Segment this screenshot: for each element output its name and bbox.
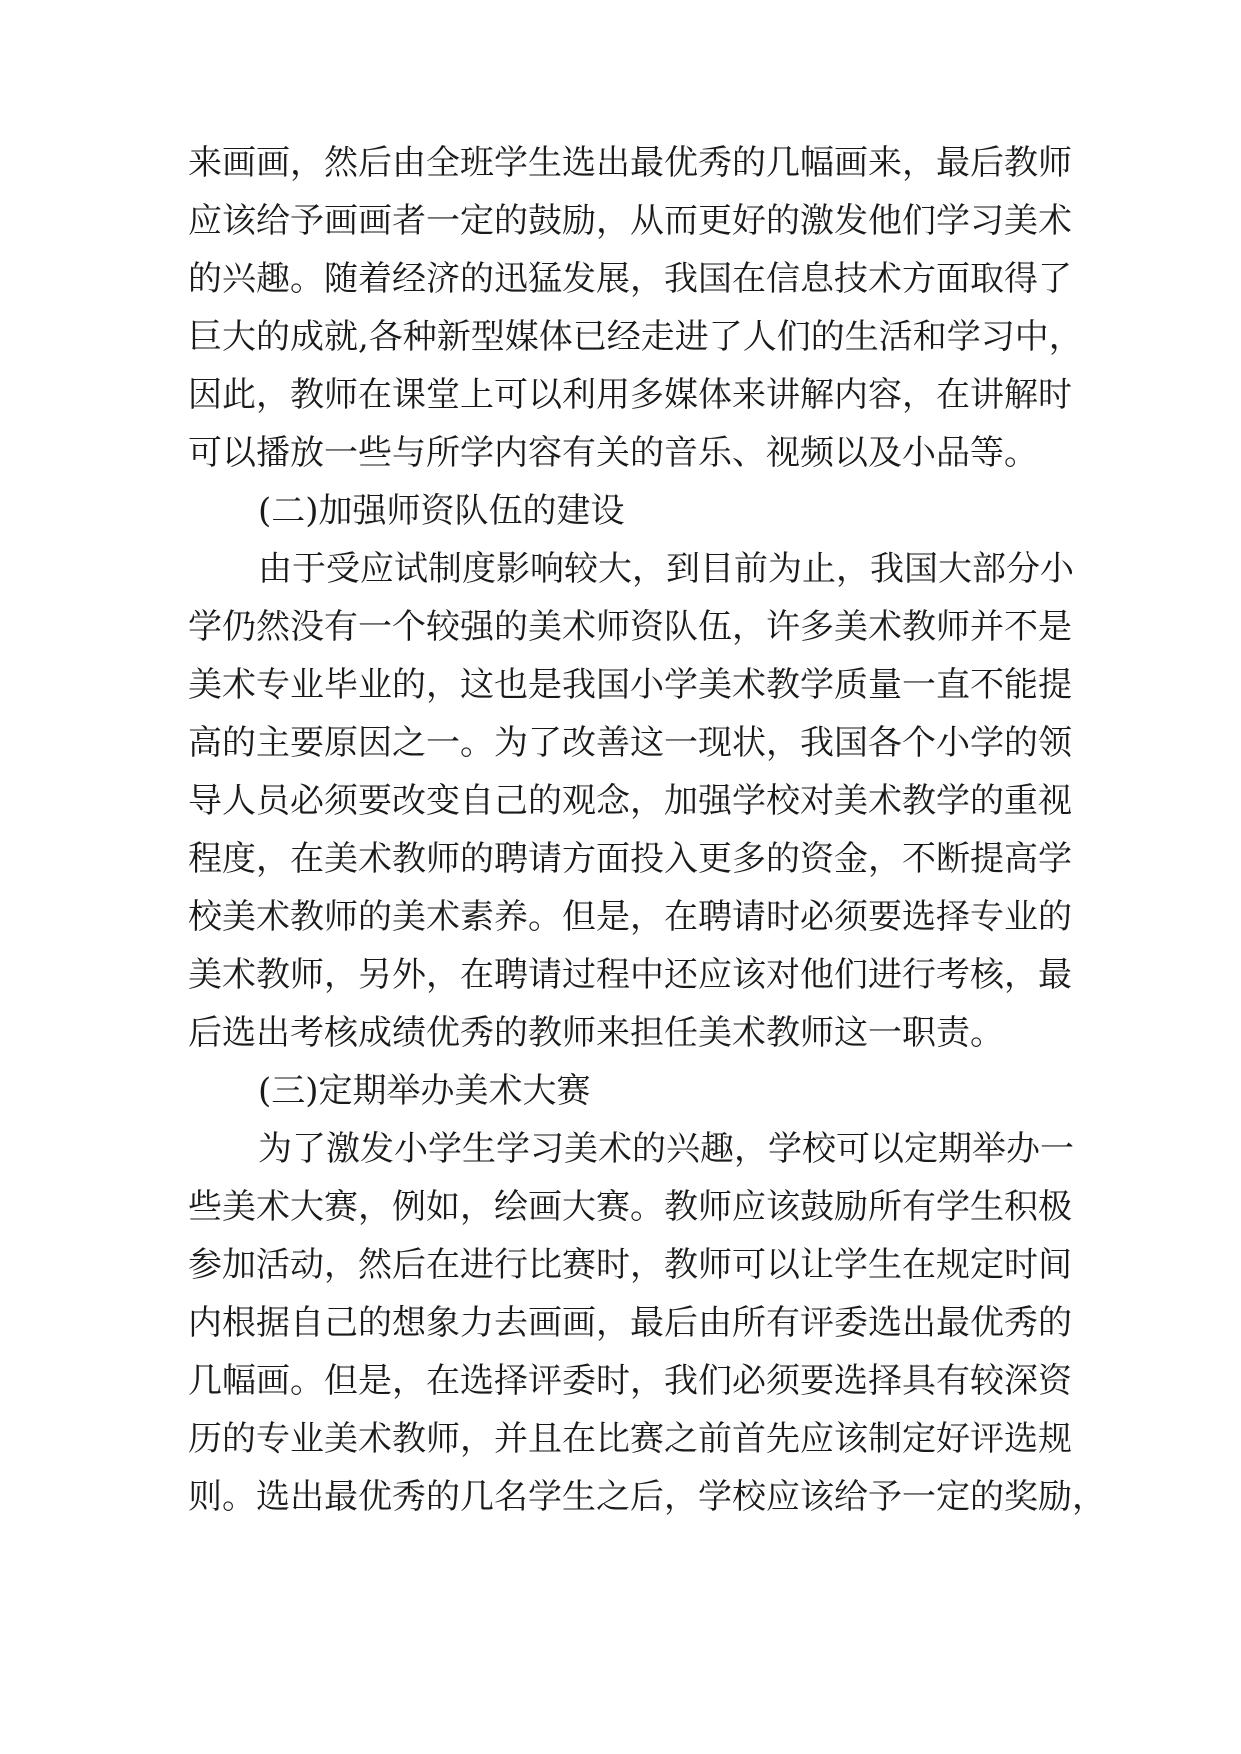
paragraph-2-line-2: 学仍然没有一个较强的美术师资队伍，许多美术教师并不是 [188,607,1072,647]
paragraph-1-line-5: 因此，教师在课堂上可以利用多媒体来讲解内容，在讲解时 [188,375,1072,415]
section-heading-3: (三)定期举办美术大赛 [258,1071,591,1111]
paragraph-3-line-5: 几幅画。但是，在选择评委时，我们必须要选择具有较深资 [188,1361,1072,1401]
paragraph-2-line-6: 程度，在美术教师的聘请方面投入更多的资金，不断提高学 [188,839,1072,879]
paragraph-1-line-4: 巨大的成就,各种新型媒体已经走进了人们的生活和学习中， [188,317,1083,357]
paragraph-3-line-2: 些美术大赛，例如，绘画大赛。教师应该鼓励所有学生积极 [188,1187,1072,1227]
paragraph-2-line-9: 后选出考核成绩优秀的教师来担任美术教师这一职责。 [188,1013,1004,1053]
paragraph-2-line-1: 由于受应试制度影响较大，到目前为止，我国大部分小 [258,549,1074,589]
paragraph-3-line-7: 则。选出最优秀的几名学生之后，学校应该给予一定的奖励， [188,1477,1106,1517]
paragraph-2-line-8: 美术教师，另外，在聘请过程中还应该对他们进行考核，最 [188,955,1072,995]
paragraph-3-line-4: 内根据自己的想象力去画画，最后由所有评委选出最优秀的 [188,1303,1072,1343]
section-heading-2: (二)加强师资队伍的建设 [258,491,625,531]
paragraph-3-line-3: 参加活动，然后在进行比赛时，教师可以让学生在规定时间 [188,1245,1072,1285]
paragraph-2-line-3: 美术专业毕业的，这也是我国小学美术教学质量一直不能提 [188,665,1072,705]
paragraph-2-line-7: 校美术教师的美术素养。但是，在聘请时必须要选择专业的 [188,897,1072,937]
paragraph-1-line-3: 的兴趣。随着经济的迅猛发展，我国在信息技术方面取得了 [188,259,1072,299]
paragraph-3-line-1: 为了激发小学生学习美术的兴趣，学校可以定期举办一 [258,1129,1074,1169]
paragraph-1-line-6: 可以播放一些与所学内容有关的音乐、视频以及小品等。 [188,433,1038,473]
paragraph-2-line-4: 高的主要原因之一。为了改善这一现状，我国各个小学的领 [188,723,1072,763]
paragraph-1-line-1: 来画画，然后由全班学生选出最优秀的几幅画来，最后教师 [188,143,1072,183]
paragraph-1-line-2: 应该给予画画者一定的鼓励，从而更好的激发他们学习美术 [188,201,1072,241]
paragraph-3-line-6: 历的专业美术教师，并且在比赛之前首先应该制定好评选规 [188,1419,1072,1459]
paragraph-2-line-5: 导人员必须要改变自己的观念，加强学校对美术教学的重视 [188,781,1072,821]
